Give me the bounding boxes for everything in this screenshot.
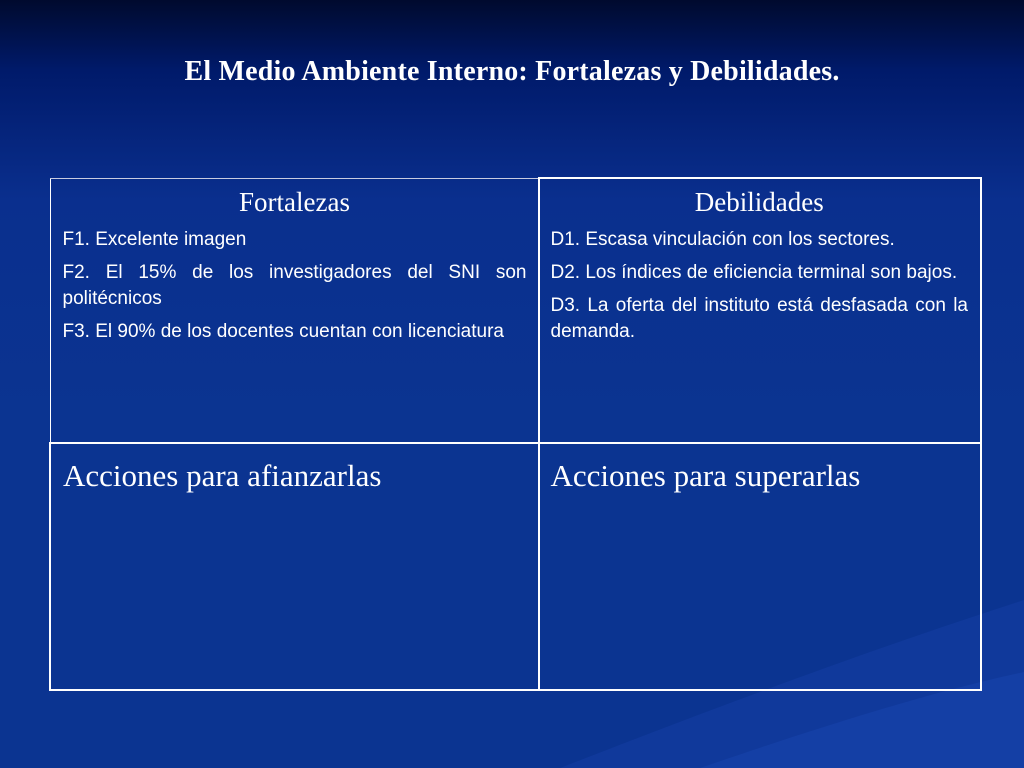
- fortaleza-item-f2: F2. El 15% de los investigadores del SNI son politécnicos: [62, 261, 527, 309]
- fortalezas-cell: [50, 178, 539, 443]
- debilidad-item-d2: D2. Los índices de eficiencia terminal son bajos.: [550, 262, 958, 283]
- debilidades-heading: Debilidades: [694, 187, 824, 217]
- slide-title: El Medio Ambiente Interno: Fortalezas y Debilidades.: [184, 56, 840, 87]
- acciones-afianzar-cell: [50, 443, 539, 690]
- fortaleza-item-f1: F1. Excelente imagen: [62, 228, 247, 250]
- table-row-actions: [50, 443, 981, 690]
- swot-table: [49, 177, 982, 691]
- acciones-superar-heading: Acciones para superarlas: [550, 458, 861, 493]
- debilidad-item-d3: D3. La oferta del instituto está desfasada con la demanda.: [550, 295, 968, 342]
- acciones-afianzar-heading: Acciones para afianzarlas: [63, 458, 382, 493]
- debilidad-item-d1: D1. Escasa vinculación con los sectores.: [550, 229, 895, 250]
- fortaleza-item-f3: F3. El 90% de los docentes cuentan con licenciatura: [62, 320, 504, 342]
- acciones-superar-cell: [539, 443, 982, 690]
- table-row-strengths-weaknesses: [50, 178, 981, 443]
- fortalezas-heading: Fortalezas: [239, 186, 350, 217]
- debilidades-cell: [539, 178, 982, 443]
